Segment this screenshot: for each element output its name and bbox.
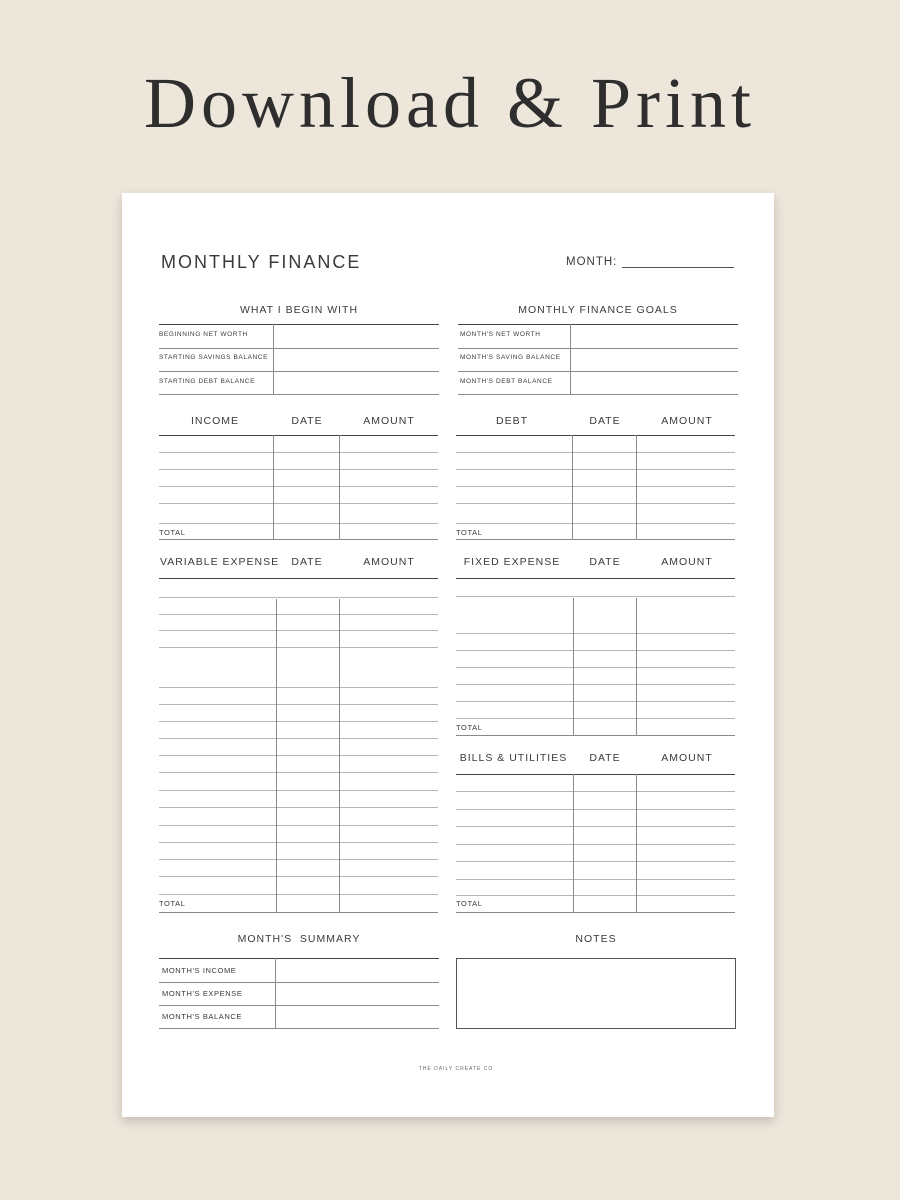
variable-row-rule (159, 825, 438, 826)
variable-row-rule (159, 772, 438, 773)
bills-row-rule (456, 809, 735, 810)
bills-row-rule (456, 826, 735, 827)
variable-row-rule (159, 842, 438, 843)
income-row-rule (159, 452, 438, 453)
begin-row-label: STARTING DEBT BALANCE (159, 378, 256, 385)
variable-divider (276, 599, 277, 912)
goals-title: MONTHLY FINANCE GOALS (518, 304, 678, 316)
debt-divider (572, 435, 573, 539)
income-row-rule (159, 523, 438, 524)
debt-row-rule (456, 452, 735, 453)
goals-row-label: MONTH'S NET WORTH (460, 331, 541, 338)
begin-savings-input[interactable] (274, 349, 439, 370)
fixed-divider (573, 598, 574, 735)
fixed-row-rule (456, 596, 735, 597)
banner-title: Download & Print (144, 63, 756, 143)
variable-row-rule (159, 614, 438, 615)
debt-row-rule (456, 523, 735, 524)
variable-row-rule (159, 597, 438, 598)
variable-total-label: TOTAL (159, 899, 186, 908)
goals-row-label: MONTH'S SAVING BALANCE (460, 354, 561, 361)
bills-row-rule (456, 879, 735, 880)
fixed-amount-header: AMOUNT (661, 556, 713, 568)
income-date-header: DATE (291, 415, 323, 427)
variable-row-rule (159, 755, 438, 756)
bills-divider (636, 774, 637, 912)
summary-balance-input[interactable] (276, 1006, 439, 1027)
goals-row-rule (458, 394, 738, 395)
fixed-row-rule (456, 701, 735, 702)
page-title: MONTHLY FINANCE (161, 252, 362, 272)
summary-title: MONTH'S SUMMARY (237, 933, 361, 945)
income-divider (339, 435, 340, 539)
summary-expense-input[interactable] (276, 983, 439, 1004)
goals-saving-input[interactable] (571, 349, 738, 370)
variable-amount-header: AMOUNT (363, 556, 415, 568)
income-total-label: TOTAL (159, 528, 186, 537)
summary-row-label: MONTH'S INCOME (162, 966, 237, 975)
debt-amount-header: AMOUNT (661, 415, 713, 427)
variable-row-rule (159, 704, 438, 705)
fixed-divider (636, 598, 637, 735)
income-bottom-rule (159, 539, 438, 540)
begin-title: WHAT I BEGIN WITH (239, 304, 359, 316)
variable-row-rule (159, 790, 438, 791)
summary-income-input[interactable] (276, 959, 439, 981)
month-field[interactable] (622, 267, 734, 268)
variable-row-rule (159, 687, 438, 688)
fixed-row-rule (456, 650, 735, 651)
begin-row-rule (159, 394, 439, 395)
fixed-row-rule (456, 718, 735, 719)
variable-header: VARIABLE EXPENSE (160, 556, 280, 568)
summary-row-rule (159, 1028, 439, 1029)
bills-bottom-rule (456, 912, 735, 913)
bills-row-rule (456, 844, 735, 845)
summary-row-label: MONTH'S EXPENSE (162, 989, 243, 998)
begin-debt-input[interactable] (274, 372, 439, 393)
debt-top-rule (456, 435, 735, 436)
debt-bottom-rule (456, 539, 735, 540)
fixed-row-rule (456, 684, 735, 685)
debt-row-rule (456, 469, 735, 470)
bills-date-header: DATE (589, 752, 621, 764)
bills-header: BILLS & UTILITIES (459, 752, 568, 764)
variable-top-rule (159, 578, 438, 579)
notes-title: NOTES (575, 933, 617, 945)
fixed-bottom-rule (456, 735, 735, 736)
variable-row-rule (159, 876, 438, 877)
fixed-row-rule (456, 633, 735, 634)
begin-net-worth-input[interactable] (274, 325, 439, 347)
variable-row-rule (159, 647, 438, 648)
bills-row-rule (456, 861, 735, 862)
variable-row-rule (159, 721, 438, 722)
fixed-row-rule (456, 667, 735, 668)
notes-box[interactable] (456, 958, 736, 1029)
debt-header: DEBT (495, 415, 528, 427)
debt-date-header: DATE (589, 415, 621, 427)
variable-row-rule (159, 859, 438, 860)
income-top-rule (159, 435, 438, 436)
finance-sheet (122, 193, 774, 1117)
goals-debt-input[interactable] (571, 372, 738, 393)
variable-row-rule (159, 894, 438, 895)
bills-row-rule (456, 895, 735, 896)
bills-row-rule (456, 791, 735, 792)
income-amount-header: AMOUNT (363, 415, 415, 427)
summary-row-label: MONTH'S BALANCE (162, 1012, 243, 1021)
goals-row-label: MONTH'S DEBT BALANCE (460, 378, 553, 385)
variable-row-rule (159, 738, 438, 739)
variable-divider (339, 599, 340, 912)
debt-divider (636, 435, 637, 539)
bills-divider (573, 774, 574, 912)
bills-total-label: TOTAL (456, 899, 483, 908)
bills-top-rule (456, 774, 735, 775)
debt-row-rule (456, 503, 735, 504)
fixed-header: FIXED EXPENSE (463, 556, 561, 568)
goals-net-worth-input[interactable] (571, 325, 738, 347)
income-row-rule (159, 469, 438, 470)
debt-total-label: TOTAL (456, 528, 483, 537)
footer-brand: THE DAILY CREATE CO (418, 1066, 494, 1072)
debt-row-rule (456, 486, 735, 487)
variable-row-rule (159, 807, 438, 808)
income-row-rule (159, 503, 438, 504)
income-row-rule (159, 486, 438, 487)
fixed-top-rule (456, 578, 735, 579)
income-divider (273, 435, 274, 539)
begin-row-label: BEGINNING NET WORTH (159, 331, 248, 338)
income-header: INCOME (191, 415, 239, 427)
fixed-date-header: DATE (589, 556, 621, 568)
month-label: MONTH: (566, 256, 618, 268)
variable-row-rule (159, 630, 438, 631)
fixed-total-label: TOTAL (456, 723, 483, 732)
variable-date-header: DATE (291, 556, 323, 568)
begin-row-label: STARTING SAVINGS BALANCE (159, 354, 269, 361)
variable-bottom-rule (159, 912, 438, 913)
bills-amount-header: AMOUNT (661, 752, 713, 764)
